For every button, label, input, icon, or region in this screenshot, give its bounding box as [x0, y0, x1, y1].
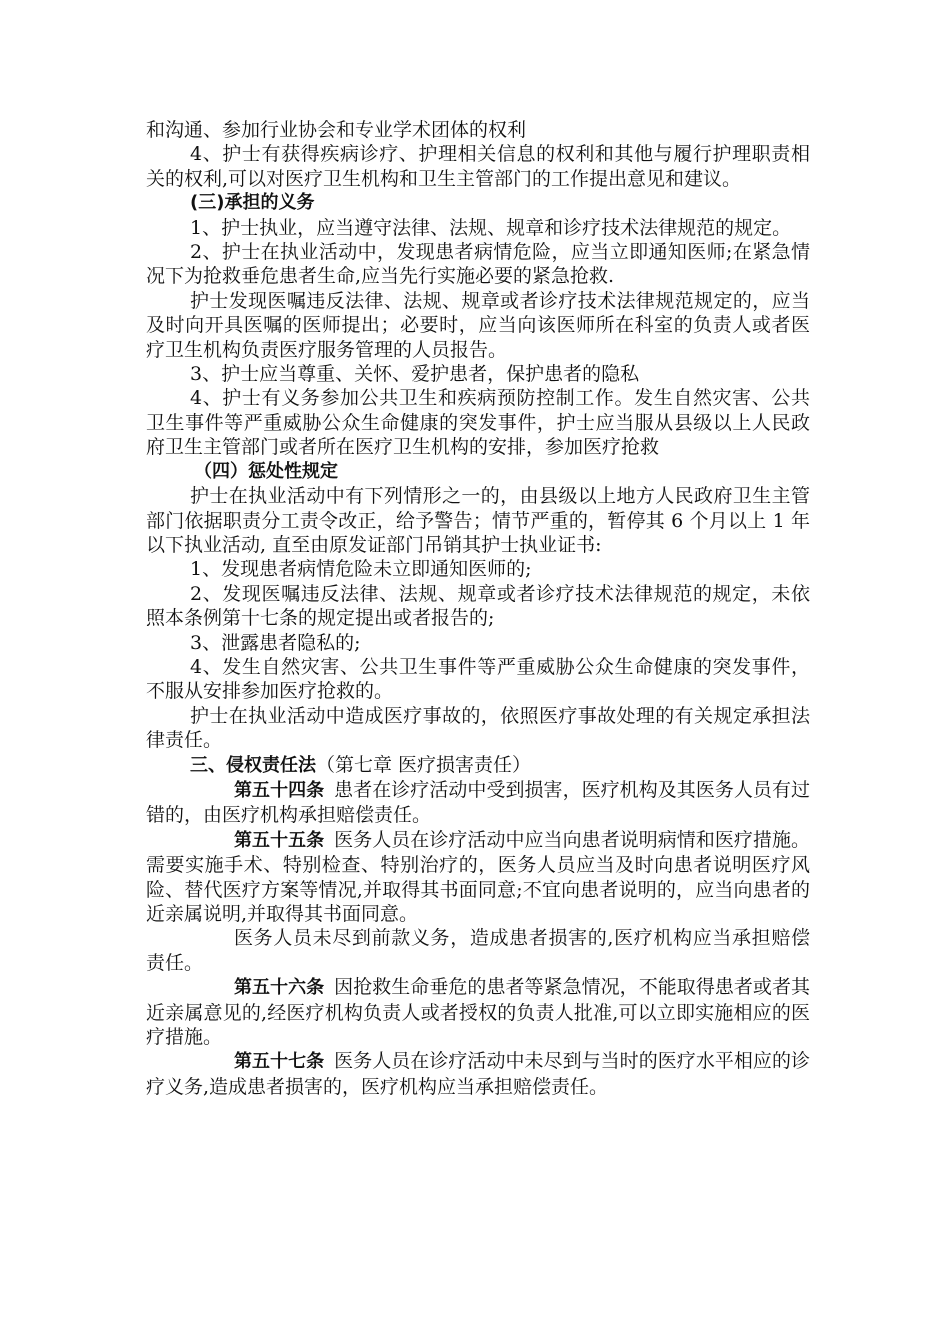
- article-54: [146, 778, 810, 828]
- paragraph-duties-1: 1、护士执业，应当遵守法律、法规、规章和诊疗技术法律规范的规定。: [190, 216, 792, 239]
- paragraph-duties-2b: 护士发现医嘱违反法律、法规、规章或者诊疗技术法律规范规定的，应当及时向开具医嘱的医师提出；必要时，应当向该医师所在科室的负责人或者医疗卫生机构负责医疗服务管理的人员报告。: [146, 289, 810, 361]
- document-page: [146, 118, 810, 1099]
- section-heading-tort-law: [146, 753, 810, 778]
- paragraph-penalty-4: 4、发生自然灾害、公共卫生事件等严重威胁公众生命健康的突发事件，不服从安排参加医疗抢救的。: [146, 655, 810, 703]
- paragraph-duties-2: 2、护士在执业活动中，发现患者病情危险，应当立即通知医师;在紧急情况下为抢救垂危患者生命,应当先行实施必要的紧急抢救.: [146, 241, 810, 288]
- tort-law-title: 三、侵权责任法: [190, 754, 316, 776]
- paragraph-duties-4: 4、护士有义务参加公共卫生和疾病预防控制工作。发生自然灾害、公共卫生事件等严重威胁公众生命健康的突发事件，护士应当服从县级以上人民政府卫生主管部门或者所在医疗卫生机构的安排，参加医疗抢救: [146, 387, 810, 459]
- paragraph-rights-end: 和沟通、参加行业协会和专业学术团体的权利: [146, 119, 527, 141]
- paragraph-penalty-intro: 护士在执业活动中有下列情形之一的，由县级以上地方人民政府卫生主管部门依据职责分工责令改正，给予警告；情节严重的，暂停其 6 个月以上 1 年以下执业活动, 直至由原发证部门吊销其护士执业证书:: [146, 485, 810, 556]
- article-55-text: 医务人员在诊疗活动中应当向患者说明病情和医疗措施。需要实施手术、特别检查、特别治疗的，医务人员应当及时向患者说明医疗风险、替代医疗方案等情况,并取得其书面同意;不宜向患者说明的，应当向患者的近亲属说明,并取得其书面同意。: [146, 828, 810, 925]
- article-56: [146, 975, 810, 1049]
- article-57: [146, 1049, 810, 1099]
- article-54-text: 患者在诊疗活动中受到损害，医疗机构及其医务人员有过错的，由医疗机构承担赔偿责任。: [146, 778, 810, 827]
- section-heading-penalty: （四）惩处性规定: [194, 460, 338, 482]
- paragraph-penalty-5: 护士在执业活动中造成医疗事故的，依照医疗事故处理的有关规定承担法律责任。: [146, 704, 810, 752]
- section-heading-duties: (三)承担的义务: [190, 192, 315, 214]
- article-57-label: 第五十七条: [234, 1051, 325, 1073]
- article-55: [146, 828, 810, 927]
- article-57-text: 医务人员在诊疗活动中未尽到与当时的医疗水平相应的诊疗义务,造成患者损害的，医疗机构应当承担赔偿责任。: [146, 1050, 810, 1098]
- article-56-text: 因抢救生命垂危的患者等紧急情况，不能取得患者或者其近亲属意见的,经医疗机构负责人或者授权的负责人批准,可以立即实施相应的医疗措施。: [146, 976, 810, 1049]
- article-55-paragraph-2: 医务人员未尽到前款义务，造成患者损害的,医疗机构应当承担赔偿责任。: [146, 927, 810, 974]
- paragraph-duties-3: 3、护士应当尊重、关怀、爱护患者，保护患者的隐私: [190, 363, 640, 386]
- paragraph-penalty-2: 2、发现医嘱违反法律、法规、规章或者诊疗技术法律规范的规定，未依照本条例第十七条的规定提出或者报告的;: [146, 582, 810, 630]
- paragraph-penalty-1: 1、发现患者病情危险未立即通知医师的;: [190, 558, 532, 581]
- article-56-label: 第五十六条: [234, 977, 325, 999]
- article-54-label: 第五十四条: [234, 779, 325, 801]
- article-55-label: 第五十五条: [234, 829, 325, 851]
- paragraph-penalty-3: 3、泄露患者隐私的;: [190, 631, 361, 654]
- tort-law-chapter: （第七章 医疗损害责任）: [316, 753, 532, 776]
- paragraph-rights-4: 4、护士有获得疾病诊疗、护理相关信息的权利和其他与履行护理职责相关的权利,可以对医疗卫生机构和卫生主管部门的工作提出意见和建议。: [146, 143, 810, 190]
